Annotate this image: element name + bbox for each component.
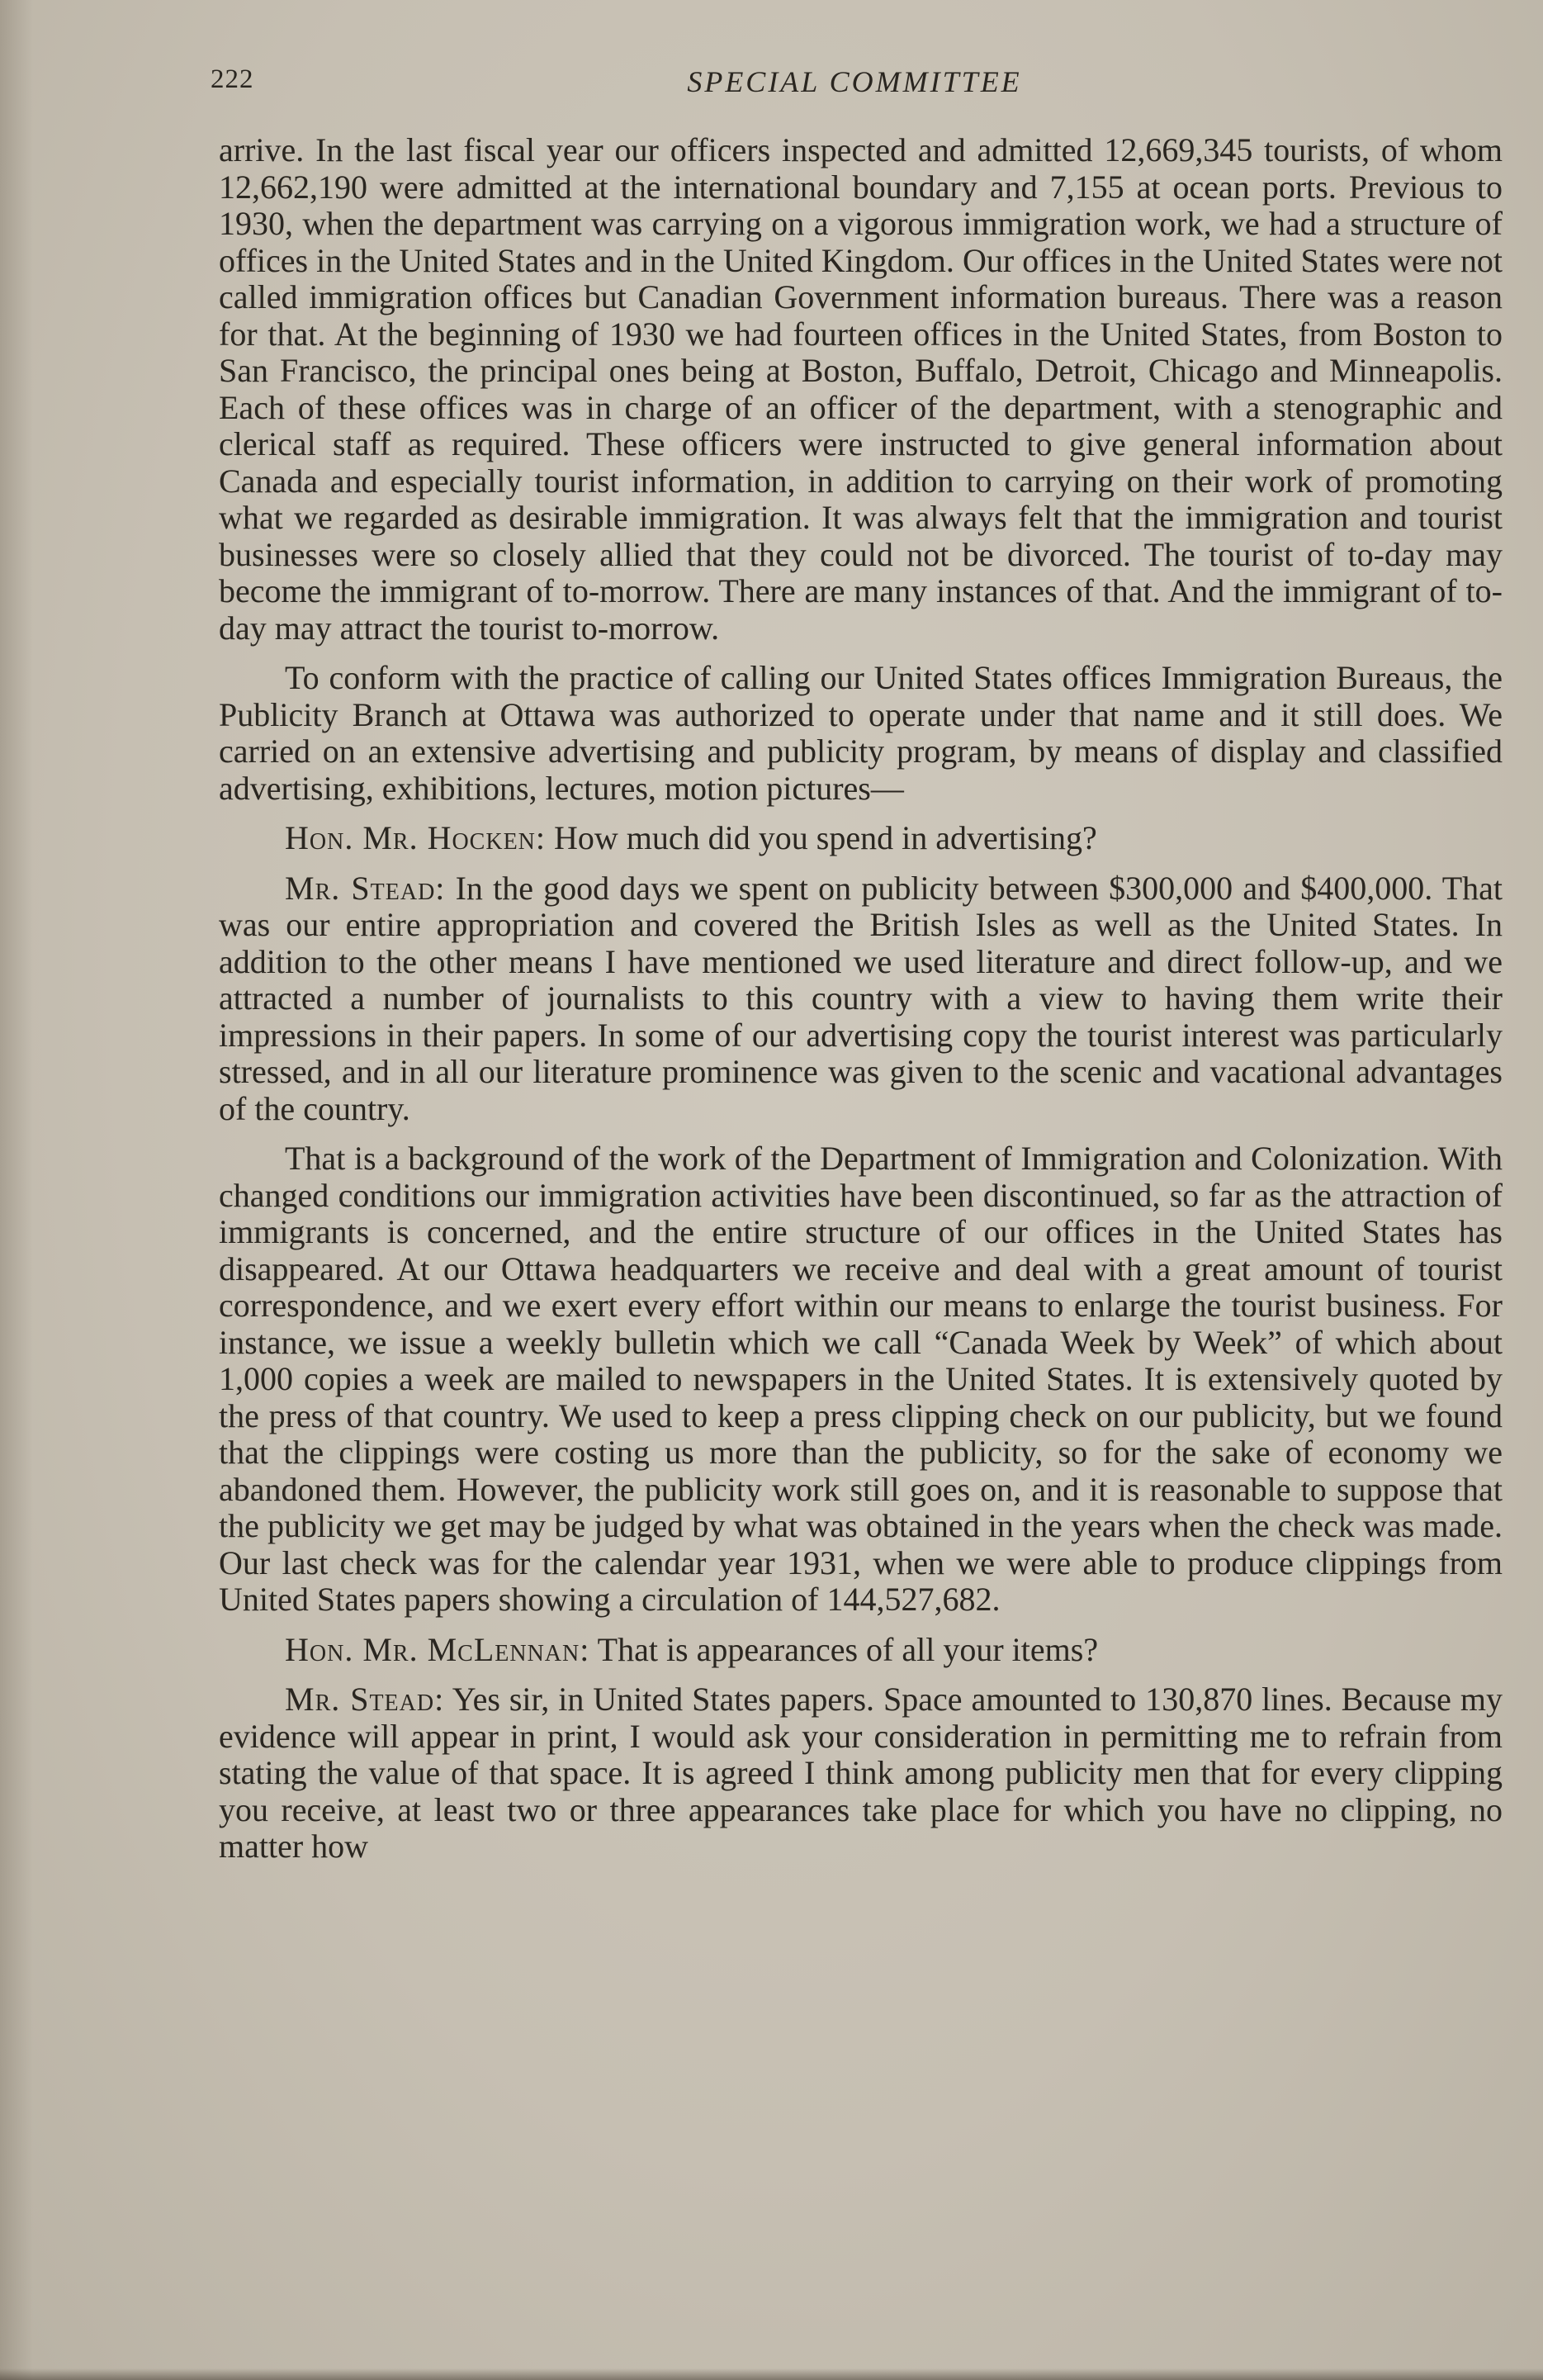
page-header xyxy=(211,64,1498,106)
speaker-name: Mr. Stead: xyxy=(285,869,446,907)
speaker-text: Yes sir, in United States papers. Space amounted to 130,870 lines. Because my evidence will appear in print, I would ask your consideration in permitting me to refrain from stating the value of that space. It is agreed I think among publicity men that for every clipping you receive, at least two or three appearances take place for which you have no clipping, no matter how xyxy=(219,1681,1503,1865)
paragraph-7 xyxy=(219,1681,1503,1866)
page-bottom-edge xyxy=(0,2368,1543,2380)
speaker-text: In the good days we spent on publicity between $300,000 and $400,000. That was our entire appropriation and covered the British Isles as well as the United States. In addition to the other means I have mentioned we used literature and direct follow-up, and we attracted a number of journalists to this country with a view to having them write their impressions in their papers. In some of our advertising copy the tourist interest was particularly stressed, and in all our literature prominence was given to the scenic and vacational advantages of the country. xyxy=(219,869,1503,1127)
page-number: 222 xyxy=(211,64,254,94)
speaker-text: That is appearances of all your items? xyxy=(597,1630,1099,1668)
paragraph-4 xyxy=(219,870,1503,1128)
paragraph-3 xyxy=(219,820,1503,857)
running-title: SPECIAL COMMITTEE xyxy=(687,65,1022,98)
body-text xyxy=(219,132,1503,1879)
speaker-name: Hon. Mr. McLennan: xyxy=(285,1630,590,1668)
speaker-text: How much did you spend in advertising? xyxy=(554,819,1097,856)
paragraph-5: That is a background of the work of the Department of Immigration and Colonization. With changed conditions our immigration activities have been discontinued, so far as the attraction of immigrants is concerned, and the entire structure of our offices in the United States has disappeared. At our Ottawa headquarters we receive and deal with a great amount of tourist correspondence, and we exert every effort within our means to enlarge the tourist business. For instance, we issue a weekly bulletin which we call “Canada Week by Week” of which about 1,000 copies a week are mailed to newspapers in the United States. It is extensively quoted by the press of that country. We used to keep a press clipping check on our publicity, but we found that the clippings were costing us more than the publicity, so for the sake of economy we abandoned them. However, the publicity work still goes on, and it is reasonable to suppose that the publicity we get may be judged by what was obtained in the years when the check was made. Our last check was for the calendar year 1931, when we were able to produce clippings from United States papers showing a circulation of 144,527,682. xyxy=(219,1140,1503,1618)
page-edge-shadow xyxy=(0,0,33,2380)
paragraph-1: arrive. In the last fiscal year our officers inspected and admitted 12,669,345 tourists, of whom 12,662,190 were admitted at the international boundary and 7,155 at ocean ports. Previous to 1930, when the department was carrying on a vigorous immigration work, we had a structure of offices in the United States and in the United Kingdom. Our offices in the United States were not called immigration offices but Canadian Government information bureaus. There was a reason for that. At the beginning of 1930 we had fourteen offices in the United States, from Boston to San Francisco, the principal ones being at Boston, Buffalo, Detroit, Chicago and Minneapolis. Each of these offices was in charge of an officer of the department, with a stenographic and clerical staff as required. These officers were instructed to give general information about Canada and especially tourist information, in addition to carrying on their work of promoting what we regarded as desirable immigration. It was always felt that the immigration and tourist businesses were so closely allied that they could not be divorced. The tourist of to-day may become the immigrant of to-morrow. There are many instances of that. And the immigrant of to-day may attract the tourist to-morrow. xyxy=(219,131,1503,647)
speaker-name: Hon. Mr. Hocken: xyxy=(285,819,547,856)
speaker-name: Mr. Stead: xyxy=(285,1681,445,1718)
paragraph-2: To conform with the practice of calling our United States offices Immigration Bureaus, the Publicity Branch at Ottawa was authorized to operate under that name and it still does. We carried on an extensive advertising and publicity program, by means of display and classified advertising, exhibitions, lectures, motion pictures— xyxy=(219,659,1503,807)
paragraph-6 xyxy=(219,1632,1503,1669)
